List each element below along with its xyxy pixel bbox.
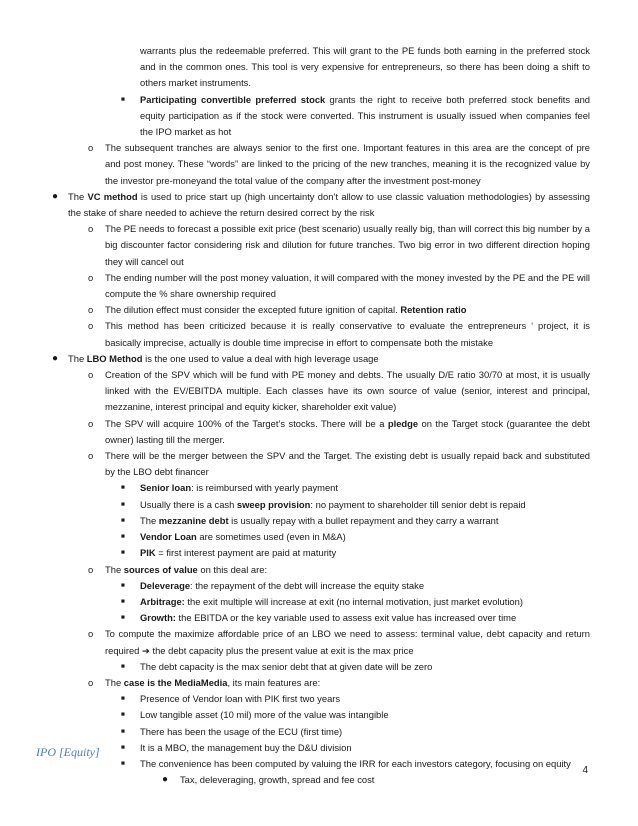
lbo-sub-item: o To compute the maximize affordable price of an LBO we need to assess: terminal value, debt capacity and return required ➔ the debt capacity plus the present value at exit is the max price (88, 628, 590, 656)
circle-bullet-icon: o (88, 271, 94, 283)
circle-bullet-icon: o (88, 320, 94, 332)
circle-bullet-icon: o (88, 142, 94, 154)
circle-bullet-icon: o (88, 369, 94, 381)
vc-sub-item: o The PE needs to forecast a possible exit price (best scenario) usually really big, than will correct this big number by a big discounter factor considering risk and dilution for future tranches. Two big error in two different direction hoping they will cancel out (88, 223, 590, 267)
vc-sub-item: o This method has been criticized because it is really conservative to evaluate the entrepreneurs ‘ project, it is basically imprecise, actually is double time imprecise in effort to compensate both the mistake (88, 320, 590, 348)
square-bullet-icon: ■ (121, 549, 125, 557)
square-bullet-icon: ■ (121, 533, 125, 541)
warrants-paragraph: warrants plus the redeemable preferred. This will grant to the PE funds both earning in the preferred stock and in the common ones. This tool is very expensive for entrepreneurs, so there has been doing a shift to others market instruments. (140, 45, 590, 89)
debt-item: ■ Usually there is a cash sweep provision: no payment to shareholder till senior debt is repaid (140, 497, 590, 513)
vc-sub-item: o The dilution effect must consider the excepted future ignition of capital. Retention ratio (105, 302, 590, 318)
circle-bullet-icon: o (88, 223, 94, 235)
square-bullet-icon: ■ (121, 662, 125, 670)
square-bullet-icon: ■ (121, 516, 125, 524)
vc-sub-item: o The ending number will the post money valuation, it will compared with the money invested by the PE and the PE will compute the % share ownership required (88, 271, 590, 300)
lbo-sub-item: o There will be the merger between the SPV and the Target. The existing debt is usually repaid back and substituted by the LBO debt financer (88, 450, 590, 478)
dot-bullet-icon: ● (52, 352, 59, 364)
circle-bullet-icon: o (88, 676, 94, 688)
case-item: ■ There has been the usage of the ECU (first time) (140, 724, 590, 740)
source-item: ■ Arbitrage: the exit multiple will increase at exit (no internal motivation, just market evolution) (140, 594, 590, 610)
square-bullet-icon: ■ (121, 727, 125, 735)
lbo-sub-item: o The SPV will acquire 100% of the Target’s stocks. There will be a pledge on the Target stock (guarantee the debt owner) lasting till the merger. (88, 417, 590, 445)
circle-bullet-icon: o (88, 450, 94, 462)
square-bullet-icon: ■ (121, 581, 125, 589)
square-bullet-icon: ■ (121, 695, 125, 703)
debt-item: ■ Senior loan: is reimbursed with yearly payment (140, 480, 590, 496)
source-item: ■ Growth: the EBITDA or the key variable used to assess exit value has increased over time (140, 610, 590, 626)
dot-bullet-icon: ● (162, 774, 169, 786)
square-bullet-icon: ■ (121, 95, 125, 103)
lbo-method-item: ● The LBO Method is the one used to value a deal with high leverage usage (68, 351, 590, 367)
case-item: ■ The convenience has been computed by valuing the IRR for each investors category, focusing on equity (140, 756, 590, 772)
square-bullet-icon: ■ (121, 597, 125, 605)
case-item: ■ Low tangible asset (10 mil) more of the value was intangible (140, 707, 590, 723)
debt-item: ■ Vendor Loan are sometimes used (even in M&A) (140, 529, 590, 545)
circle-bullet-icon: o (88, 417, 94, 429)
debt-item: ■ The mezzanine debt is usually repay with a bullet repayment and they carry a warrant (140, 513, 590, 529)
circle-bullet-icon: o (88, 304, 94, 316)
case-item: ■ It is a MBO, the management buy the D&U division (140, 740, 590, 756)
vc-method-item: ● The VC method is used to price start up (high uncertainty don’t allow to use classic valuation methodologies) by assessing the stake of share needed to achieve the return desired correct by the risk (52, 190, 591, 219)
dot-bullet-icon: ● (52, 190, 59, 202)
square-bullet-icon: ■ (121, 743, 125, 751)
circle-bullet-icon: o (88, 628, 94, 640)
square-bullet-icon: ■ (121, 759, 125, 767)
lbo-sub-item: o The sources of value on this deal are: (105, 562, 590, 578)
footer-title: IPO [Equity] (36, 745, 100, 759)
lbo-sub-item: o The case is the MediaMedia, its main features are: (105, 675, 590, 691)
square-bullet-icon: ■ (121, 484, 125, 492)
lbo-sub-item: o Creation of the SPV which will be fund with PE money and debts. The usually D/E ratio 30/70 at most, it is usually linked with the EV/EBITDA multiple. Each classes have its own source of value (senior, interest and principal, mezzanine, interest principal and equity kicker, shareholder exit value) (88, 369, 590, 413)
page-number: 4 (582, 765, 588, 776)
case-subitem: ● Tax, deleveraging, growth, spread and fee cost (180, 772, 590, 788)
square-bullet-icon: ■ (121, 614, 125, 622)
right-arrow-icon: ➔ (142, 644, 150, 656)
square-bullet-icon: ■ (121, 500, 125, 508)
tranches-item: o The subsequent tranches are always senior to the first one. Important features in this area are the concept of pre and post money. These “words” are linked to the pricing of the new tranches, meaning it is the recognized value by the investor pre-moneyand the total value of the company after the investment post-money (88, 142, 590, 186)
debt-item: ■ PIK = first interest payment are paid at maturity (140, 545, 590, 561)
pcps-item: ■ Participating convertible preferred stock grants the right to receive both preferred stock benefits and equity participation as if the stock were converted. This instrument is usually issued when companies feel the IPO market as hot (121, 93, 590, 138)
circle-bullet-icon: o (88, 563, 94, 575)
debt-capacity-item: ■ The debt capacity is the max senior debt that at given date will be zero (140, 659, 590, 675)
source-item: ■ Deleverage: the repayment of the debt will increase the equity stake (140, 578, 590, 594)
case-item: ■ Presence of Vendor loan with PIK first two years (140, 691, 590, 707)
square-bullet-icon: ■ (121, 711, 125, 719)
